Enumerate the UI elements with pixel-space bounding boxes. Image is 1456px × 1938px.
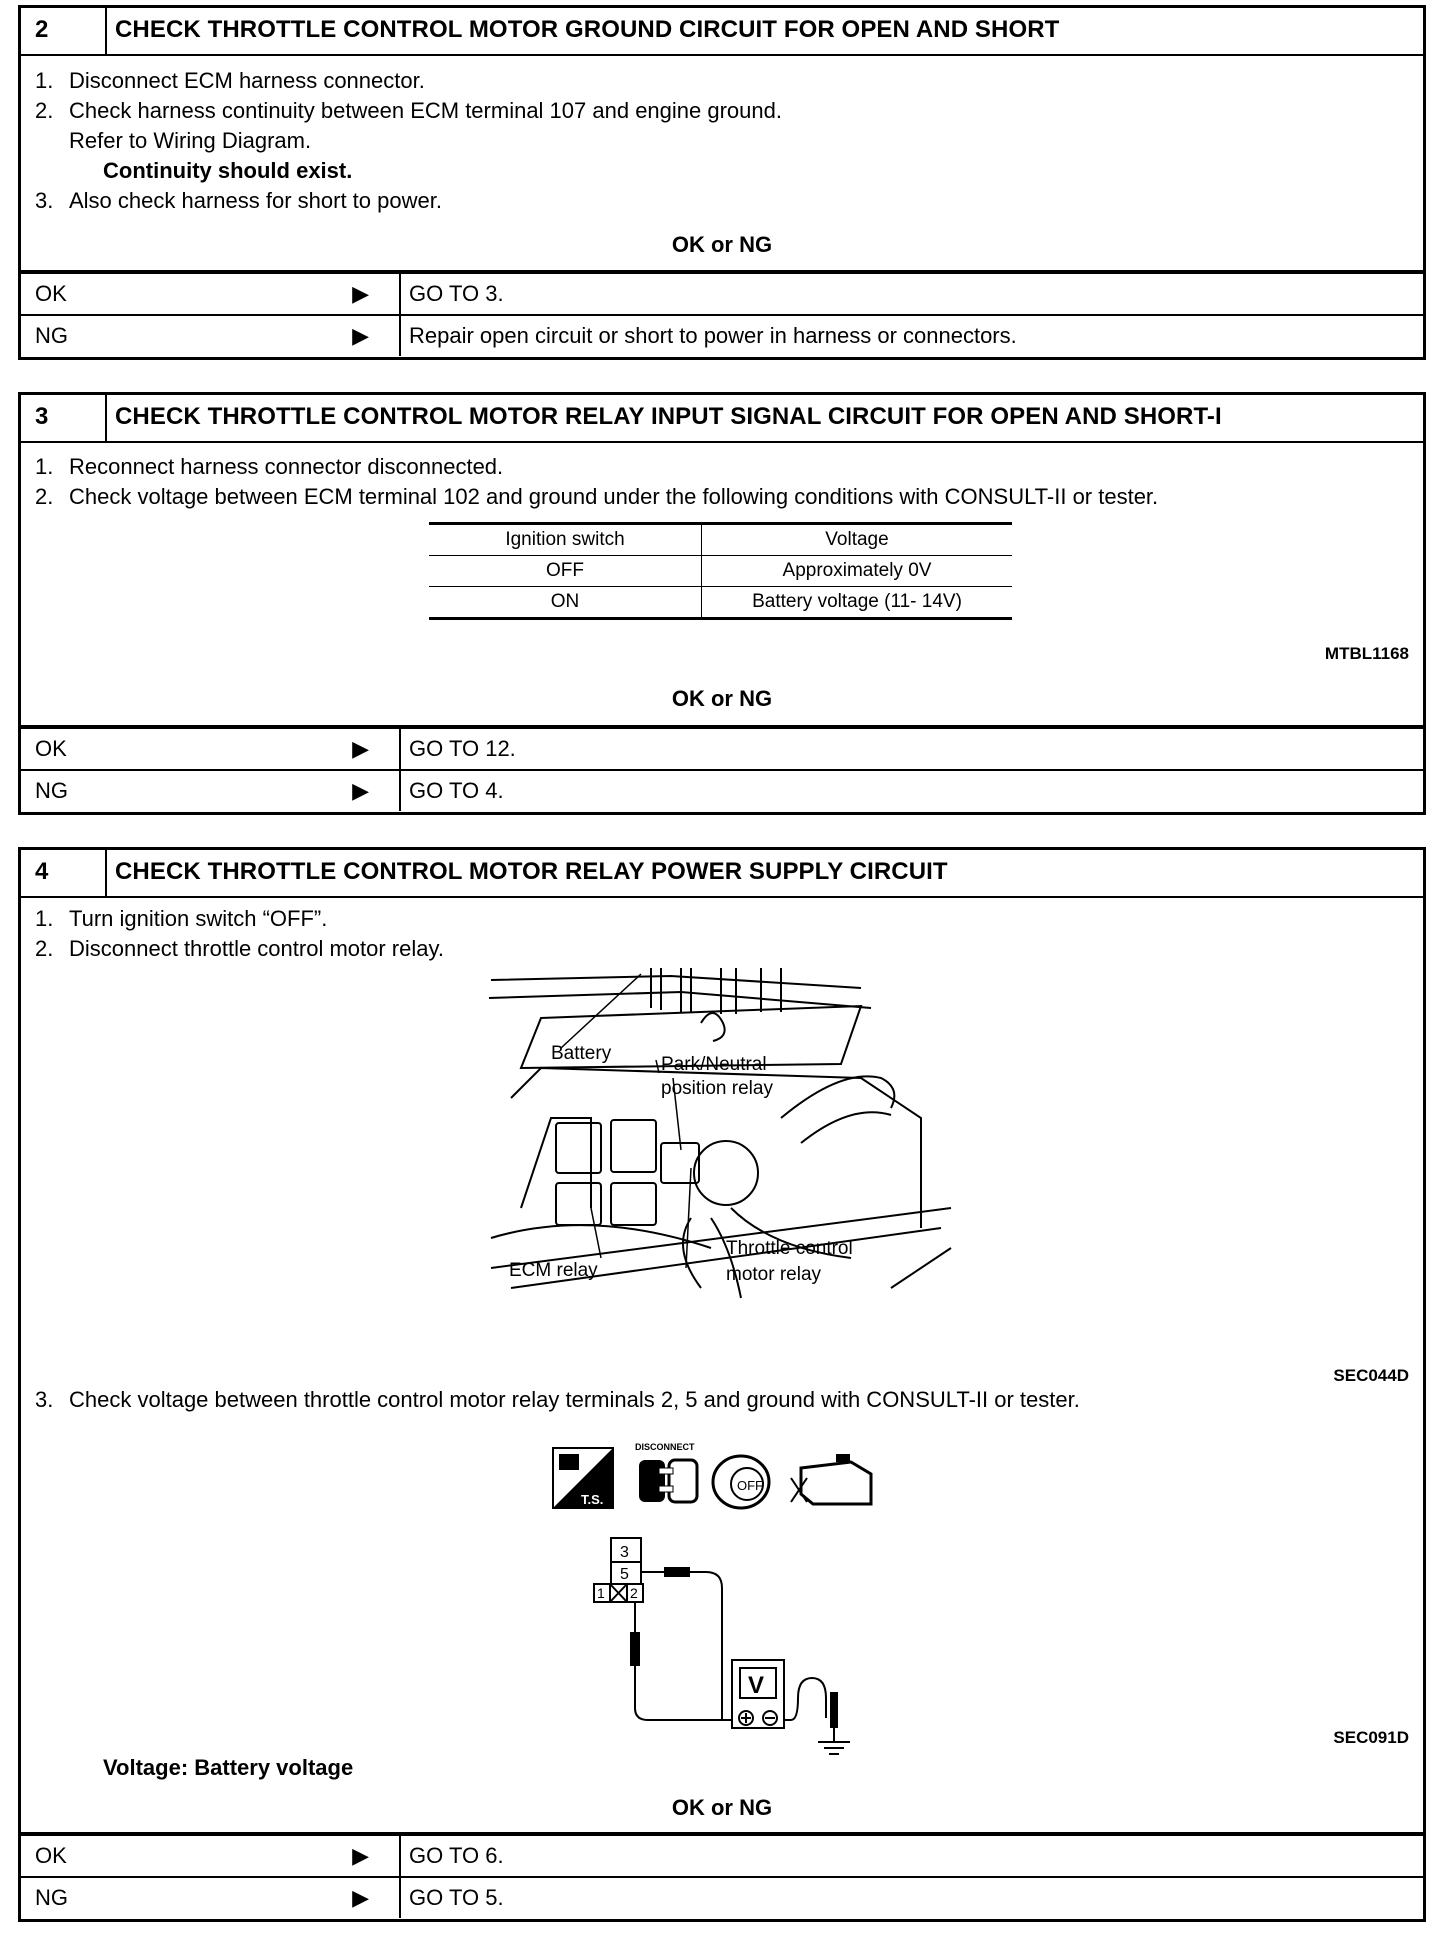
step-item: 2. Check voltage between ECM terminal 102 and ground under the following conditions with CONSULT-II or tester. [35,484,1159,509]
ts-label: T.S. [581,1492,604,1507]
engine-off-icon [791,1454,871,1504]
voltmeter [732,1660,784,1728]
table-header: Ignition switch [429,524,702,556]
step-number: 4 [21,850,107,896]
spec-text: Voltage: Battery voltage [103,1755,354,1780]
section-3 [18,392,1426,815]
table-row [429,587,1012,619]
ok-or-ng-label: OK or NG [671,232,773,257]
section-header [21,395,1423,443]
probe-lead [630,1632,640,1666]
result-action: GO TO 5. [409,1885,504,1910]
voltage-table [429,522,1012,620]
table-row [429,556,1012,587]
section-header [21,8,1423,56]
result-row-ok [21,1834,1423,1876]
result-label: NG [35,323,68,348]
spec-text: Continuity should exist. [103,158,353,183]
result-action: GO TO 12. [409,736,516,761]
result-action: Repair open circuit or short to power in harness or connectors. [409,323,1017,348]
section-title: CHECK THROTTLE CONTROL MOTOR RELAY INPUT SIGNAL CIRCUIT FOR OPEN AND SHORT-I [115,403,1222,430]
result-label: OK [35,736,67,761]
probe-negative [830,1692,838,1728]
label-motor-relay: motor relay [726,1264,822,1285]
label-park-neutral: Park/Neutral [661,1054,767,1075]
label-throttle-control: Throttle control [726,1238,853,1259]
voltage-check-diagram [586,1528,906,1758]
result-label: OK [35,1843,67,1868]
result-row-ng [21,1876,1423,1918]
meter-label: V [748,1672,765,1699]
section-body [21,56,1423,272]
step-item: Refer to Wiring Diagram. [69,128,312,153]
terminal-3: 3 [620,1544,629,1561]
procedure-icons [551,1438,891,1518]
table-cell: Battery voltage (11- 14V) [702,587,1013,619]
label-position-relay: position relay [661,1078,773,1099]
figure-ref: SEC091D [1333,1728,1409,1747]
result-action: GO TO 6. [409,1843,504,1868]
step-item: 3. Check voltage between throttle control motor relay terminals 2, 5 and ground with CONSULT-II or tester. [35,1387,1080,1412]
step-item: 2. Check harness continuity between ECM terminal 107 and engine ground. [35,98,782,123]
result-row-ng [21,314,1423,356]
terminal-5: 5 [620,1566,629,1583]
arrow-icon: ▶ [352,778,369,803]
step-number: 3 [21,395,107,441]
section-body [21,443,1423,727]
section-header [21,850,1423,898]
engine-bay-illustration [481,968,961,1308]
result-label: OK [35,281,67,306]
tester-icon [553,1448,613,1508]
step-item: 1. Disconnect ECM harness connector. [35,68,425,93]
step-item: 3. Also check harness for short to power. [35,188,442,213]
arrow-icon: ▶ [352,736,369,761]
disconnect-label: DISCONNECT [635,1442,695,1452]
step-number: 2 [21,8,107,54]
ignition-off-icon [713,1456,769,1508]
table-cell: ON [429,587,702,619]
disconnect-icon [635,1442,697,1502]
result-row-ng [21,769,1423,811]
section-title: CHECK THROTTLE CONTROL MOTOR GROUND CIRCUIT FOR OPEN AND SHORT [115,16,1060,43]
section-body [21,898,1423,1834]
step-item: 2. Disconnect throttle control motor relay. [35,936,444,961]
table-cell: Approximately 0V [702,556,1013,587]
arrow-icon: ▶ [352,281,369,306]
label-battery: Battery [551,1043,612,1064]
result-label: NG [35,1885,68,1910]
arrow-icon: ▶ [352,323,369,348]
probe-positive [664,1567,690,1577]
off-label: OFF [737,1478,763,1493]
ok-or-ng-label: OK or NG [671,1795,773,1820]
result-action: GO TO 4. [409,778,504,803]
table-header: Voltage [702,524,1013,556]
result-row-ok [21,727,1423,769]
section-title: CHECK THROTTLE CONTROL MOTOR RELAY POWER SUPPLY CIRCUIT [115,858,948,885]
terminal-1: 1 [597,1585,605,1601]
label-ecm-relay: ECM relay [509,1260,598,1281]
arrow-icon: ▶ [352,1885,369,1910]
figure-ref: SEC044D [1333,1366,1409,1385]
arrow-icon: ▶ [352,1843,369,1868]
step-item: 1. Turn ignition switch “OFF”. [35,906,328,931]
figure-ref: MTBL1168 [1324,644,1409,663]
ok-or-ng-label: OK or NG [671,686,773,711]
result-label: NG [35,778,68,803]
result-row-ok [21,272,1423,314]
section-2 [18,5,1426,360]
table-cell: OFF [429,556,702,587]
terminal-2: 2 [630,1585,638,1601]
section-4 [18,847,1426,1922]
step-item: 1. Reconnect harness connector disconnected. [35,454,504,479]
result-action: GO TO 3. [409,281,504,306]
